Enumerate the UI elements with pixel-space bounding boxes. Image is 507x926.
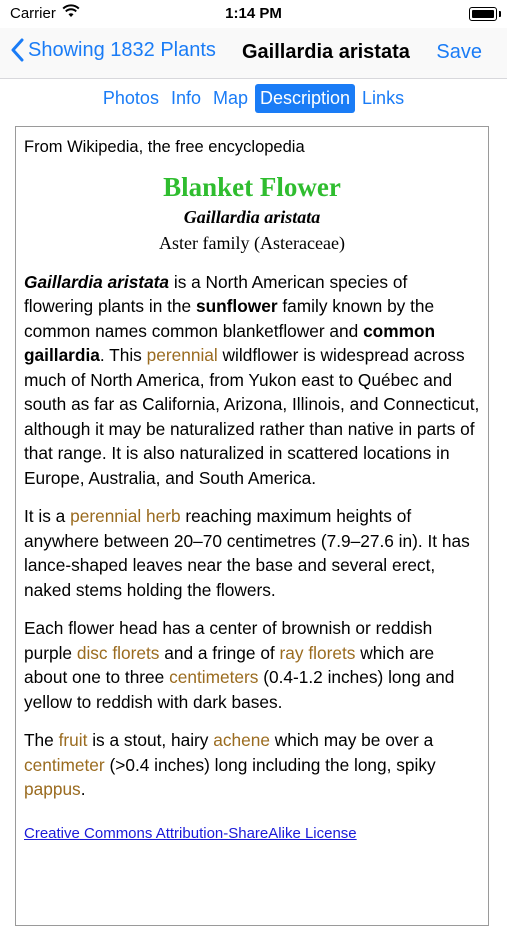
p1-bold-common-name: common gaillardia	[24, 320, 436, 365]
source-line: From Wikipedia, the free encyclopedia	[24, 138, 305, 156]
family-name: Aster family (Asteraceae)	[159, 232, 345, 253]
license-link[interactable]: Creative Commons Attribution-ShareAlike License	[24, 824, 357, 842]
p2-text-2: reaching maximum heights of anywhere between 20–70 centimetres (7.9–27.6 in). It has lance-shaped leaves near the base and several erect, naked stems holding the flowers.	[24, 506, 470, 600]
link-achene[interactable]: achene	[213, 730, 270, 750]
paragraph-1	[24, 270, 480, 491]
back-button[interactable]	[10, 38, 216, 62]
p4-text-1: The	[24, 730, 59, 750]
p4-text-2: is a stout, hairy	[87, 730, 214, 750]
status-bar	[0, 0, 507, 28]
p4-text-4: (>0.4 inches) long including the long, spiky	[104, 754, 436, 775]
scientific-name: Gaillardia aristata	[183, 206, 321, 227]
carrier-label: Carrier	[10, 5, 56, 22]
battery-icon	[469, 7, 497, 21]
link-fruit[interactable]: fruit	[58, 730, 88, 750]
chevron-left-icon	[10, 38, 24, 62]
p1-bold-sunflower: sunflower	[195, 296, 278, 316]
p1-text-4: wildflower is widespread across much of North America, from Yukon east to Québec and south as far as California, Arizona, Illinois, and Connecticut, although it may be naturalized rather than native in parts of that range. It is also naturalized in scattered locations in Europe, Australia, and South America.	[24, 345, 480, 488]
p1-text-3: . This	[99, 345, 147, 365]
p3-text-4: (0.4-1.2 inches) long and yellow to reddish with dark bases.	[24, 667, 455, 712]
segmented-tabs	[0, 80, 507, 116]
tab-map[interactable]: Map	[212, 87, 248, 108]
link-pappus[interactable]: pappus	[24, 779, 81, 799]
paragraph-4	[24, 728, 480, 802]
clock: 1:14 PM	[225, 5, 282, 22]
save-button[interactable]: Save	[436, 41, 482, 63]
p1-text-1: is a North American species of flowering plants in the	[24, 271, 408, 316]
tab-photos[interactable]: Photos	[102, 87, 159, 108]
description-webview[interactable]	[15, 126, 489, 926]
tab-description[interactable]: Description	[255, 84, 355, 113]
paragraph-3	[24, 616, 480, 714]
link-centimeter[interactable]: centimeter	[24, 754, 105, 775]
p4-text-5: .	[80, 779, 86, 799]
p1-text-2: family known by the common names common blanketflower and	[24, 296, 435, 341]
p4-text-3: which may be over a	[269, 730, 434, 750]
plant-header	[24, 170, 480, 256]
back-button-label: Showing 1832 Plants	[28, 38, 216, 61]
p3-text-2: and a fringe of	[159, 642, 280, 663]
common-name: Blanket Flower	[163, 171, 341, 202]
p3-text-3: which are about one to three	[24, 642, 435, 687]
tab-info[interactable]: Info	[170, 87, 201, 108]
p1-scientific-name: Gaillardia aristata	[24, 271, 170, 292]
link-ray-florets[interactable]: ray florets	[279, 642, 356, 663]
link-disc-florets[interactable]: disc florets	[76, 642, 160, 663]
link-centimeters[interactable]: centimeters	[169, 667, 259, 687]
page-title: Gaillardia aristata	[242, 41, 410, 63]
link-perennial[interactable]: perennial	[146, 345, 218, 365]
paragraph-2	[24, 504, 480, 602]
link-perennial-herb[interactable]: perennial herb	[70, 506, 181, 526]
navigation-bar	[0, 28, 507, 79]
tab-links[interactable]: Links	[362, 87, 405, 108]
p2-text-1: It is a	[24, 506, 71, 526]
p3-text-1: Each flower head has a center of brownish or reddish purple	[24, 618, 433, 663]
